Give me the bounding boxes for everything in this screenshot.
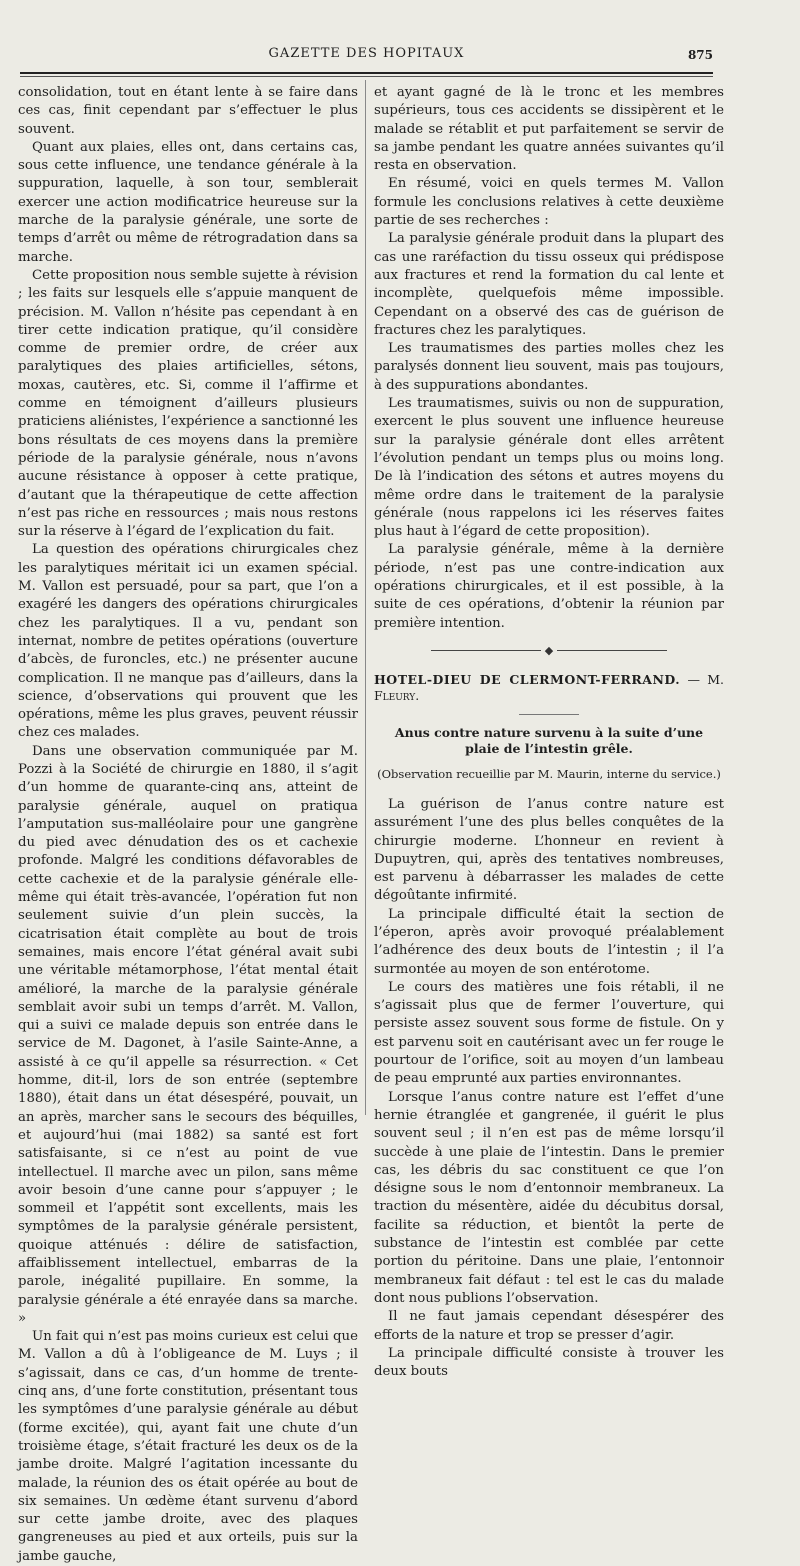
paragraph: consolidation, tout en étant lente à se faire dans ces cas, finit cependant par s’effectuer le plus souvent.	[18, 85, 358, 137]
section-divider	[374, 645, 724, 656]
paragraph: La principale difficulté était la section de l’éperon, après avoir provoqué préalablement l’adhérence des deux bouts de l’intestin ; il l’a surmontée au moyen de son entérotome.	[374, 906, 724, 977]
page-number: 875	[687, 48, 713, 62]
observation-note: (Observation recueillie par M. Maurin, interne du service.)	[377, 766, 721, 781]
column-separator	[365, 80, 366, 1115]
paragraph: et ayant gagné de là le tronc et les membres supérieurs, tous ces accidents se dissipèrent et le malade se rétablit et put parfaitement se servir de sa jambe pendant les quatre années suivantes qu’il resta en observation.	[374, 85, 724, 174]
paragraph: La paralysie générale produit dans la plupart des cas une raréfaction du tissu osseux qui prédispose aux fractures et rend la formation du cal lente et incomplète, quelquefois même impossible. Cependant on a observé des cas de guérison de fractures chez les paralytiques.	[374, 231, 724, 338]
paragraph: Un fait qui n’est pas moins curieux est celui que M. Vallon a dû à l’obligeance de M. Luys ; il s’agissait, dans ce cas, d’un homme de trente-cinq ans, d’une forte constitution, présentant tous les symptômes d’une paralysie générale au début (forme excitée), qui, ayant fait une chute d’un troisième étage, s’était fracturé les deux os de la jambe droite. Malgré l’agitation incessante du malade, la réunion des os était opérée au bout de six semaines. Un œdème étant survenu d’abord sur cette jambe droite, avec des plaques gangreneuses au pied et aux orteils, puis sur la jambe gauche,	[18, 1329, 358, 1564]
paragraph: Dans une observation communiquée par M. Pozzi à la Société de chirurgie en 1880, il s’agit d’un homme de quarante-cinq ans, atteint de paralysie générale, auquel on pratiqua l’amputation sus-malléolaire pour une gangrène du pied avec dénudation des os et cachexie profonde. Malgré les conditions défavorables de cette cachexie et de la paralysie générale elle-même qui était très-avancée, l’opération fut non seulement suivie d’un plein succès, la cicatrisation était complète au bout de trois semaines, mais encore l’état général avait subi une véritable métamorphose, l’état mental était amélioré, la marche de la paralysie générale semblait avoir subi un temps d’arrêt. M. Vallon, qui a suivi ce malade depuis son entrée dans le service de M. Dagonet, à l’asile Sainte-Anne, a assisté à ce qu’il appelle sa résurrection. « Cet homme, dit-il, lors de son entrée (septembre 1880), était dans un état désespéré, pouvait, un an après, marcher sans le secours des béquilles, et aujourd’hui (mai 1882) sa santé est fort satisfaisante, si ce n’est au point de vue intellectuel. Il marche avec un pilon, sans même avoir besoin d’une canne pour s’appuyer ; le sommeil et l’appétit sont excellents, mais les symptômes de la paralysie générale persistent, quoique atténués : délire de satisfaction, affaiblissement intellectuel, embarras de la parole, inégalité pupillaire. En somme, la paralysie générale a été enrayée dans sa marche. »	[18, 743, 358, 1326]
divider-ornament: ◆	[544, 643, 554, 657]
heading-rule	[519, 714, 579, 715]
right-column	[374, 84, 724, 1381]
article-title: Anus contre nature survenu à la suite d’une plaie de l’intestin grêle.	[394, 724, 704, 756]
paragraph: La principale difficulté consiste à trouver les deux bouts	[374, 1345, 724, 1380]
paragraph: En résumé, voici en quels termes M. Vallon formule les conclusions relatives à cette deuxième partie de ses recherches :	[374, 176, 724, 229]
section-author: — M. Fleury.	[374, 671, 725, 703]
paragraph: Le cours des matières une fois rétabli, il ne s’agissait plus que de fermer l’ouverture, qui persiste assez souvent sous forme de fistule. On y est parvenu soit en cautérisant avec un fer rouge le pourtour de l’orifice, soit au moyen d’un lambeau de peau emprunté aux parties environnantes.	[374, 979, 724, 1087]
hospital-name: HOTEL-DIEU DE CLERMONT-FERRAND.	[374, 671, 681, 687]
paragraph: Il ne faut jamais cependant désespérer des efforts de la nature et trop se presser d’agir.	[374, 1309, 724, 1343]
left-column	[18, 84, 358, 1566]
paragraph: Lorsque l’anus contre nature est l’effet d’une hernie étranglée et gangrenée, il guérit le plus souvent seul ; il n’en est pas de même lorsqu’il succède à une plaie de l’intestin. Dans le premier cas, les débris du sac constituent ce que l’on désigne sous le nom d’entonnoir membraneux. La traction du mésentère, aidée du décubitus dorsal, facilite sa réduction, et bientôt la perte de substance de l’intestin est comblée par cette portion du péritoine. Dans une plaie, l’entonnoir membraneux fait défaut : tel est le cas du malade dont nous publions l’observation.	[374, 1089, 724, 1306]
paragraph: Cette proposition nous semble sujette à révision ; les faits sur lesquels elle s’appuie manquent de précision. M. Vallon n’hésite pas cependant à en tirer cette indication pratique, qu’il considère comme de premier ordre, de créer aux paralytiques des plaies artificielles, sétons, moxas, cautères, etc. Si, comme il l’affirme et comme en témoignent d’ailleurs plusieurs praticiens aliénistes, l’expérience a sanctionné les bons résultats de ces moyens dans la première période de la paralysie générale, nous n’avons aucune résistance à opposer à cette pratique, d’autant que la thérapeutique de cette affection n’est pas riche en ressources ; mais nous restons sur la réserve à l’égard de l’explication du fait.	[18, 267, 358, 540]
journal-title: GAZETTE DES HOPITAUX	[268, 46, 465, 61]
paragraph: La question des opérations chirurgicales chez les paralytiques méritait ici un examen spécial. M. Vallon est persuadé, pour sa part, que l’on a exagéré les dangers des opérations chirurgicales chez les paralytiques. Il a vu, pendant son internat, nombre de petites opérations (ouverture d’abcès, de furoncles, etc.) ne présenter aucune complication. Il ne manque pas d’ailleurs, dans la science, d’observations qui prouvent que les opérations, même les plus graves, peuvent réussir chez ces malades.	[18, 542, 358, 741]
paragraph: Les traumatismes, suivis ou non de suppuration, exercent le plus souvent une influence heureuse sur la paralysie générale dont elles arrêtent l’évolution pendant un temps plus ou moins long. De là l’indication des sétons et autres moyens du même ordre dans le traitement de la paralysie générale (nous rappelons ici les réserves faites plus haut à l’égard de cette proposition).	[374, 396, 724, 540]
page-header	[20, 44, 713, 66]
paragraph: Quant aux plaies, elles ont, dans certains cas, sous cette influence, une tendance générale à la suppuration, laquelle, à son tour, semblerait exercer une action modificatrice heureuse sur la marche de la paralysie générale, une sorte de temps d’arrêt ou même de rétrogradation dans sa marche.	[18, 139, 358, 265]
divider-line	[431, 650, 541, 651]
divider-line	[557, 650, 667, 651]
header-rule	[20, 72, 713, 74]
paragraph: La paralysie générale, même à la dernière période, n’est pas une contre-indication aux opérations chirurgicales, et il est possible, à la suite de ces opérations, d’obtenir la réunion par première intention.	[374, 542, 724, 631]
header-rule-thin	[20, 76, 713, 77]
section-heading	[374, 672, 724, 704]
paragraph: La guérison de l’anus contre nature est assurément l’une des plus belles conquêtes de la chirurgie moderne. L’honneur en revient à Dupuytren, qui, après des tentatives nombreuses, est parvenu à débarrasser les malades de cette dégoûtante infirmité.	[374, 796, 724, 904]
paragraph: Les traumatismes des parties molles chez les paralysés donnent lieu souvent, mais pas toujours, à des suppurations abondantes.	[374, 341, 724, 393]
